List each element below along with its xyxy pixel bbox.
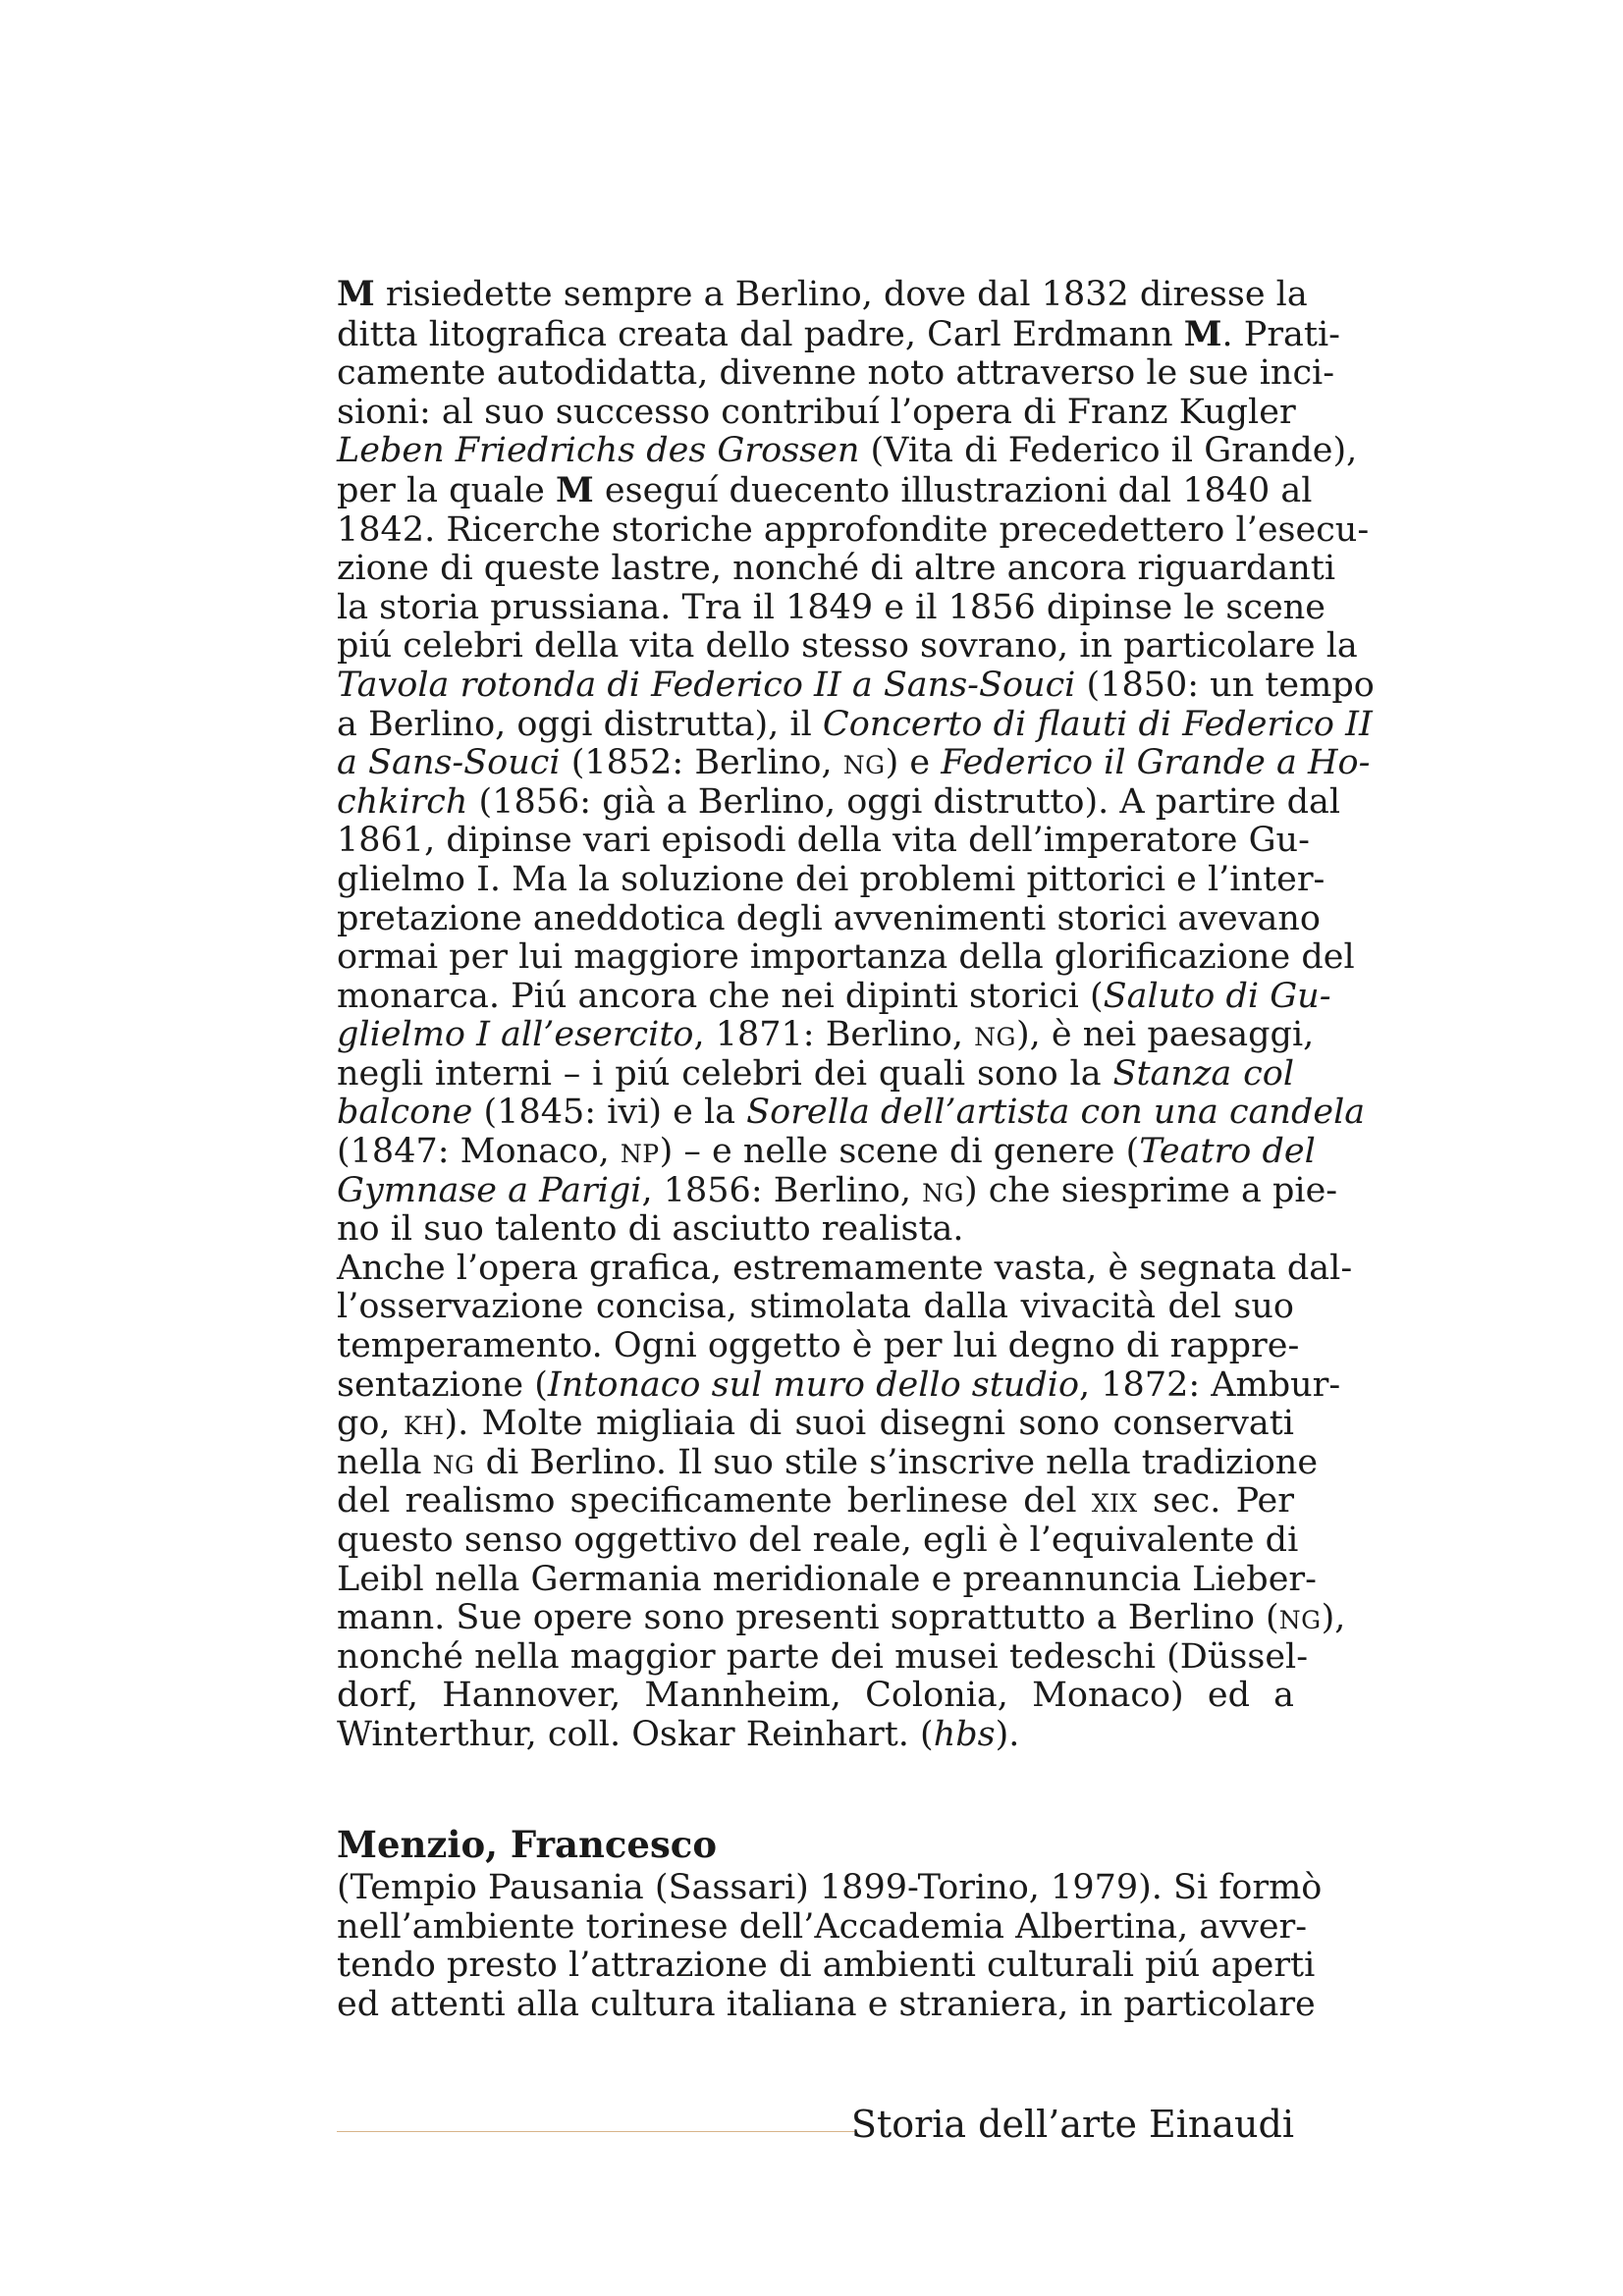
- text-line: sioni: al suo successo contribuí l’opera di Franz Kugler: [337, 392, 1296, 432]
- footer-title: Storia dell’arte Einaudi: [850, 2103, 1294, 2146]
- text-line: la storia prussiana. Tra il 1849 e il 1856 dipinse le scene: [337, 587, 1325, 627]
- text-line: nonché nella maggior parte dei musei tedeschi (Düssel-: [337, 1636, 1309, 1677]
- entry-menzel-text: [337, 274, 1375, 1755]
- text-line: go, kh). Molte migliaia di suoi disegni sono conservati: [337, 1404, 1295, 1444]
- text-line: nell’ambiente torinese dell’Accademia Albertina, avver-: [337, 1906, 1308, 1947]
- text-line: l’osservazione concisa, stimolata dalla vivacità del suo: [337, 1287, 1294, 1327]
- text-line: (Tempio Pausania (Sassari) 1899-Torino, 1979). Si formò: [337, 1868, 1323, 1907]
- text-line: chkirch (1856: già a Berlino, oggi distrutto). A partire dal: [337, 781, 1341, 822]
- text-line: dorf, Hannover, Mannheim, Colonia, Monaco) ed a: [337, 1676, 1294, 1716]
- text-line: ormai per lui maggiore importanza della glorificazione del: [337, 937, 1355, 978]
- text-line: pretazione aneddotica degli avvenimenti storici avevano: [337, 898, 1321, 938]
- entry-body: [337, 1868, 1323, 2024]
- text-line: Gymnase a Parigi, 1856: Berlino, ng) che siesprime a pie-: [337, 1170, 1338, 1210]
- text-line: glielmo I all’esercito, 1871: Berlino, ng), è nei paesaggi,: [337, 1015, 1315, 1055]
- text-line: 1861, dipinse vari episodi della vita dell’imperatore Gu-: [337, 821, 1310, 861]
- text-line: ed attenti alla cultura italiana e straniera, in particolare: [337, 1984, 1316, 2024]
- text-line: temperamento. Ogni oggetto è per lui degno di rappre-: [337, 1326, 1300, 1366]
- text-line: Tavola rotonda di Federico II a Sans-Souci (1850: un tempo: [337, 665, 1375, 705]
- text-line: tendo presto l’attrazione di ambienti culturali piú aperti: [337, 1946, 1316, 1986]
- text-line: negli interni – i piú celebri dei quali sono la Stanza col: [337, 1053, 1295, 1094]
- text-line: ditta litografica creata dal padre, Carl Erdmann M. Prati-: [337, 313, 1340, 354]
- entry-menzio-text: [337, 1868, 1323, 2024]
- text-line: M risiedette sempre a Berlino, dove dal 1832 diresse la: [337, 274, 1308, 314]
- text-line: questo senso oggettivo del reale, egli è l’equivalente di: [337, 1521, 1299, 1560]
- footer-rule: [337, 2131, 857, 2132]
- text-line: no il suo talento di asciutto realista.: [337, 1209, 964, 1250]
- text-line: per la quale M eseguí duecento illustrazioni dal 1840 al: [337, 469, 1313, 510]
- text-line: Anche l’opera grafica, estremamente vasta, è segnata dal-: [337, 1248, 1353, 1288]
- text-line: balcone (1845: ivi) e la Sorella dell’artista con una candela: [337, 1093, 1366, 1133]
- entry-title: Menzio, Francesco: [337, 1823, 718, 1866]
- text-line: del realismo specificamente berlinese del xix sec. Per: [337, 1481, 1295, 1522]
- text-line: zione di queste lastre, nonché di altre ancora riguardanti: [337, 549, 1336, 589]
- entry-body: [337, 274, 1375, 1755]
- text-line: camente autodidatta, divenne noto attraverso le sue inci-: [337, 353, 1335, 394]
- text-line: 1842. Ricerche storiche approfondite precedettero l’esecu-: [337, 509, 1370, 550]
- text-line: monarca. Piú ancora che nei dipinti storici (Saluto di Gu-: [337, 976, 1331, 1016]
- text-line: Leibl nella Germania meridionale e preannuncia Lieber-: [337, 1559, 1317, 1599]
- text-line: mann. Sue opere sono presenti soprattutto a Berlino (ng),: [337, 1598, 1346, 1638]
- text-line: Leben Friedrichs des Grossen (Vita di Federico il Grande),: [337, 431, 1358, 471]
- text-line: Winterthur, coll. Oskar Reinhart. (hbs).: [337, 1714, 1020, 1754]
- text-line: piú celebri della vita dello stesso sovrano, in particolare la: [337, 626, 1358, 667]
- text-line: a Sans-Souci (1852: Berlino, ng) e Federico il Grande a Ho-: [337, 743, 1371, 783]
- text-line: nella ng di Berlino. Il suo stile s’inscrive nella tradizione: [337, 1442, 1319, 1482]
- text-line: glielmo I. Ma la soluzione dei problemi pittorici e l’inter-: [337, 859, 1325, 899]
- text-line: a Berlino, oggi distrutta), il Concerto di flauti di Federico II: [337, 704, 1373, 744]
- text-line: (1847: Monaco, np) – e nelle scene di genere (Teatro del: [337, 1132, 1316, 1172]
- text-line: sentazione (Intonaco sul muro dello studio, 1872: Ambur-: [337, 1364, 1341, 1405]
